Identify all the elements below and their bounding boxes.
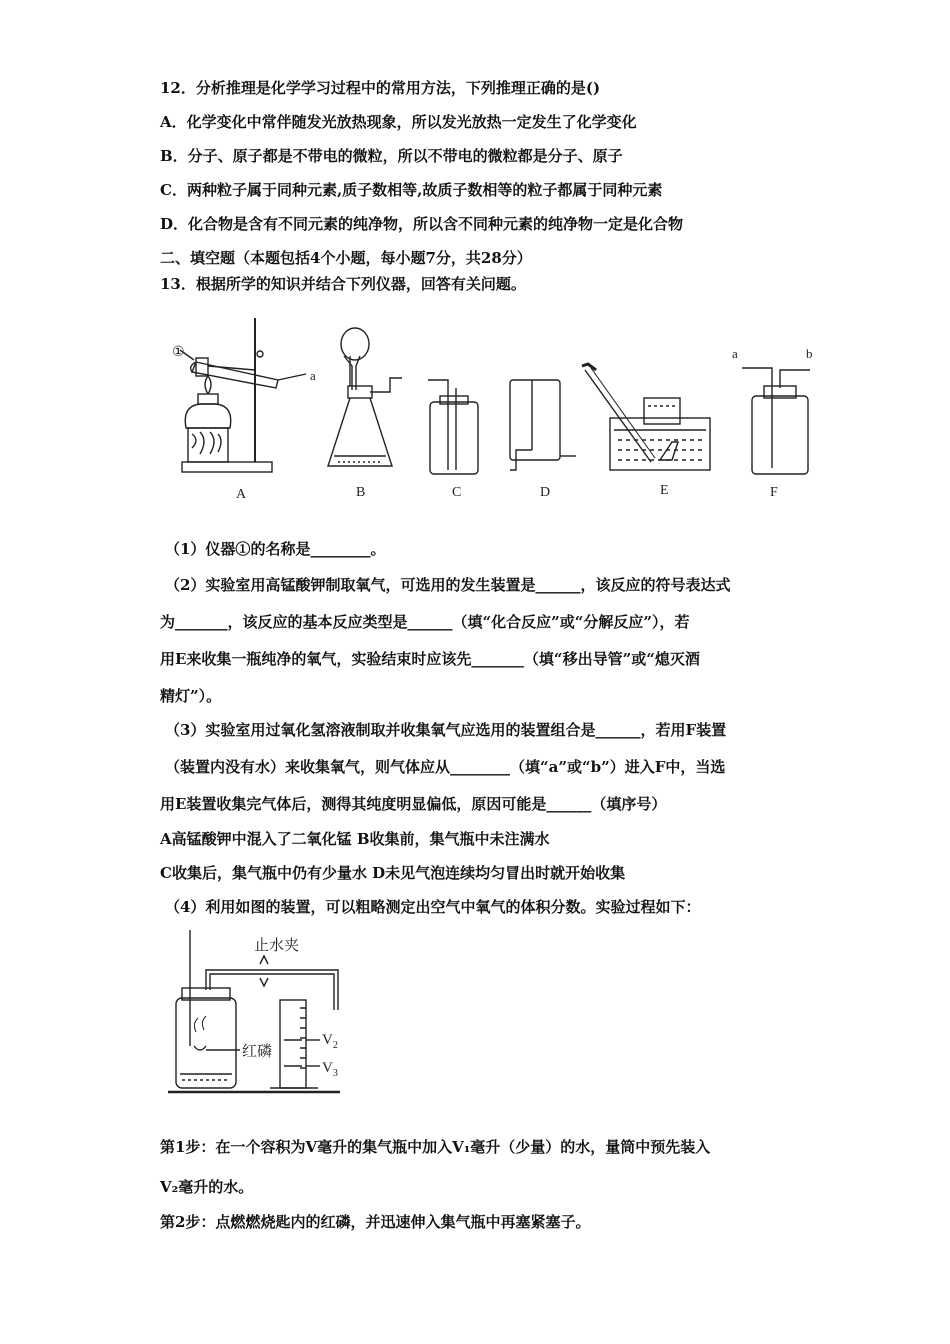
- apparatus-b: [328, 328, 402, 466]
- apparatus-label-d: D: [540, 485, 551, 500]
- step1-line2: V₂毫升的水。: [160, 1178, 254, 1196]
- q13-part3-line2: （装置内没有水）来收集氧气，则气体应从________（填“a”或“b”）进入F中，当选: [165, 758, 726, 776]
- q13-part2-line2: 为_______，该反应的基本反应类型是______（填“化合反应”或“分解反应”），若: [160, 613, 690, 631]
- apparatus-c: [428, 380, 478, 474]
- oxygen-measurement-figure: [160, 928, 370, 1100]
- q13-part3-line1: （3）实验室用过氧化氢溶液制取并收集氧气应选用的装置组合是______，若用F装置: [165, 721, 727, 739]
- marker-1: ①: [172, 345, 185, 360]
- section-heading: 二、填空题（本题包括4个小题，每小题7分，共28分）: [160, 249, 532, 267]
- q13-part4: （4）利用如图的装置，可以粗略测定出空气中氧气的体积分数。实验过程如下：: [165, 898, 701, 916]
- apparatus-f: [742, 368, 810, 474]
- label-f-a: a: [732, 346, 738, 361]
- q13-stem: 13．根据所学的知识并结合下列仪器，回答有关问题。: [160, 275, 526, 293]
- apparatus-figure: [160, 310, 820, 510]
- apparatus-label-c: C: [452, 485, 462, 500]
- q12-stem: 12．分析推理是化学学习过程中的常用方法，下列推理正确的是(): [160, 79, 601, 97]
- label-a-tube: a: [310, 368, 316, 383]
- q13-part2-line3: 用E来收集一瓶纯净的氧气，实验结束时应该先_______（填“移出导管”或“熄灭酒: [160, 650, 700, 668]
- q12-option-c: C．两种粒子属于同种元素,质子数相等,故质子数相等的粒子都属于同种元素: [160, 181, 663, 199]
- phosphorus-label: 红磷: [242, 1044, 273, 1060]
- q13-options-cd: C收集后，集气瓶中仍有少量水 D未见气泡连续均匀冒出时就开始收集: [160, 864, 626, 882]
- step2: 第2步：点燃燃烧匙内的红磷，并迅速伸入集气瓶中再塞紧塞子。: [160, 1213, 591, 1231]
- q13-part2-line4: 精灯”）。: [160, 687, 222, 705]
- apparatus-label-e: E: [660, 483, 669, 498]
- apparatus-a: [180, 318, 306, 472]
- v3-label: $V_3$: [322, 1060, 338, 1079]
- label-f-b: b: [806, 346, 813, 361]
- q12-option-b: B．分子、原子都是不带电的微粒，所以不带电的微粒都是分子、原子: [160, 147, 623, 165]
- q13-options-ab: A高锰酸钾中混入了二氧化锰 B收集前，集气瓶中未注满水: [160, 830, 550, 848]
- q12-option-a: A．化学变化中常伴随发光放热现象，所以发光放热一定发生了化学变化: [160, 113, 637, 131]
- q12-option-d: D．化合物是含有不同元素的纯净物，所以含不同种元素的纯净物一定是化合物: [160, 215, 684, 233]
- q13-part1: （1）仪器①的名称是________。: [165, 540, 386, 558]
- apparatus-label-b: B: [356, 485, 366, 500]
- v2-label: $V_2$: [322, 1032, 338, 1051]
- q13-part2-line1: （2）实验室用高锰酸钾制取氧气，可选用的发生装置是______，该反应的符号表达式: [165, 576, 731, 594]
- apparatus-d: [510, 380, 576, 470]
- step1-line1: 第1步：在一个容积为V毫升的集气瓶中加入V₁毫升（少量）的水，量筒中预先装入: [160, 1138, 711, 1156]
- apparatus-e: [582, 364, 710, 470]
- q13-part3-line3: 用E装置收集完气体后，测得其纯度明显偏低，原因可能是______（填序号）: [160, 795, 667, 813]
- clamp-label: 止水夹: [254, 938, 300, 954]
- apparatus-label-f: F: [770, 485, 778, 500]
- apparatus-label-a: A: [236, 487, 247, 502]
